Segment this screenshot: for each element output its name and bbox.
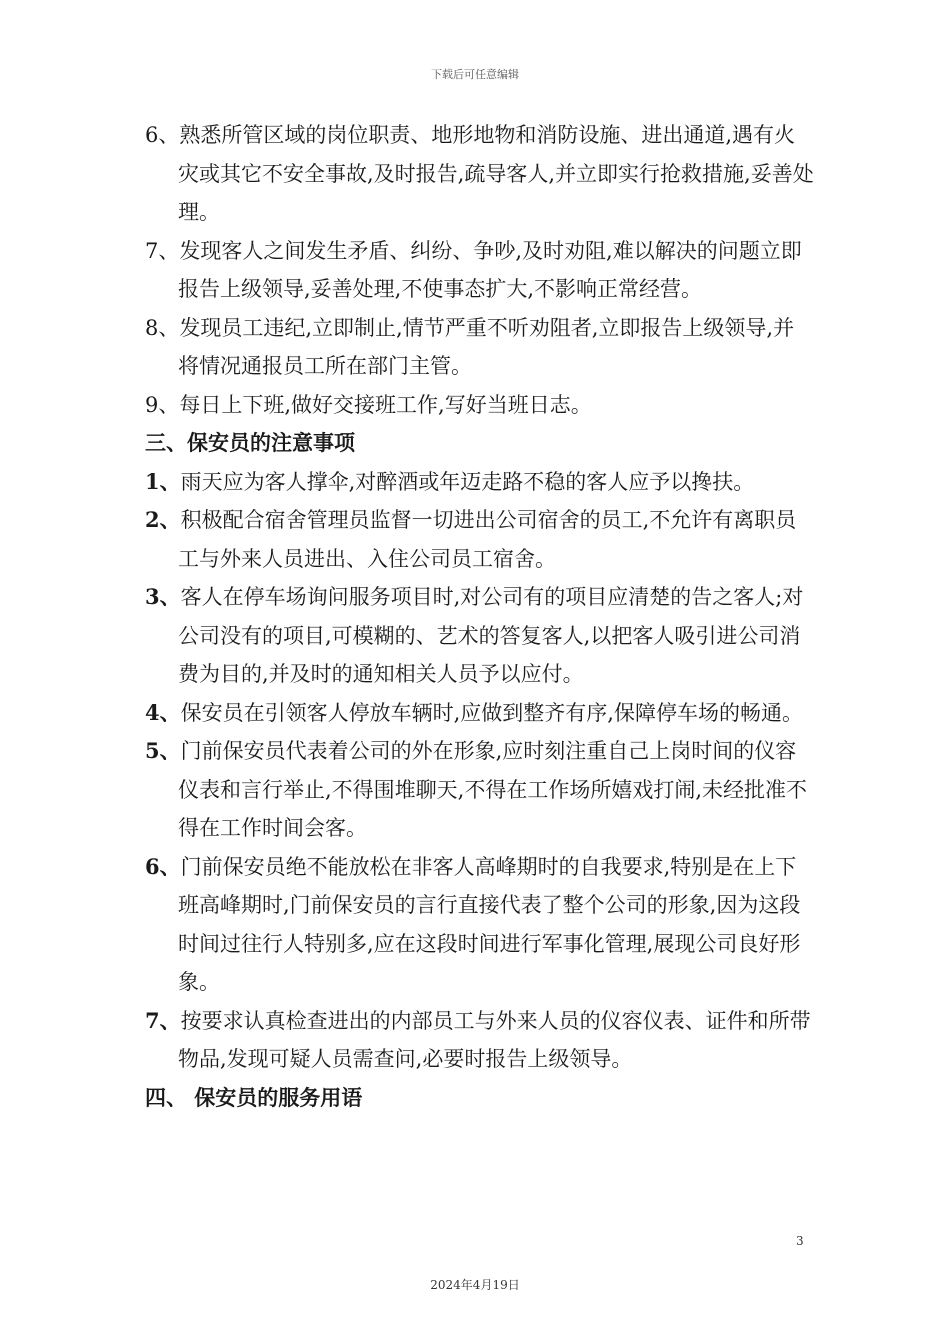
footer-date: 2024年4月19日 bbox=[430, 1278, 520, 1292]
item-number: 7、 bbox=[145, 1007, 181, 1033]
item-number: 5、 bbox=[145, 738, 181, 763]
item-number: 6、 bbox=[145, 123, 180, 147]
list-item bbox=[145, 463, 815, 502]
item-number: 9、 bbox=[145, 392, 180, 417]
item-text: 熟悉所管区域的岗位职责、地形地物和消防设施、进出通道,遇有火灾或其它不安全事故,及时报告,疏导客人,并立即实行抢救措施,妥善处理。 bbox=[178, 123, 814, 224]
list-item bbox=[145, 732, 815, 848]
item-number: 8、 bbox=[145, 315, 180, 340]
page-number: 3 bbox=[796, 1234, 804, 1248]
item-number: 2、 bbox=[145, 507, 181, 532]
item-text: 雨天应为客人撑伞,对醉酒或年迈走路不稳的客人应予以搀扶。 bbox=[180, 469, 755, 494]
item-text: 积极配合宿舍管理员监督一切进出公司宿舍的员工,不允许有离职员工与外来人员进出、入住公司员工宿舍。 bbox=[178, 508, 797, 571]
list-item bbox=[145, 1002, 815, 1079]
item-text: 每日上下班,做好交接班工作,写好当班日志。 bbox=[179, 392, 592, 417]
item-text: 门前保安员绝不能放松在非客人高峰期时的自我要求,特别是在上下班高峰期时,门前保安员的言行直接代表了整个公司的形象,因为这段时间过往行人特别多,应在这段时间进行军事化管理,展现公司良好形象。 bbox=[178, 854, 801, 994]
list-item bbox=[145, 309, 815, 386]
list-item bbox=[145, 116, 815, 232]
list-item bbox=[145, 694, 815, 733]
item-number: 4、 bbox=[145, 699, 181, 725]
item-text: 发现客人之间发生矛盾、纠纷、争吵,及时劝阻,难以解决的问题立即报告上级领导,妥善处理,不使事态扩大,不影响正常经营。 bbox=[178, 238, 802, 301]
item-text: 门前保安员代表着公司的外在形象,应时刻注重自己上岗时间的仪容仪表和言行举止,不得围堆聊天,不得在工作场所嬉戏打闹,未经批准不得在工作时间会客。 bbox=[178, 739, 808, 840]
item-text: 按要求认真检查进出的内部员工与外来人员的仪容仪表、证件和所带物品,发现可疑人员需查问,必要时报告上级领导。 bbox=[178, 1008, 811, 1071]
item-number: 3、 bbox=[145, 584, 181, 609]
item-number: 1、 bbox=[145, 468, 181, 494]
section-heading: 四、 保安员的服务用语 bbox=[145, 1084, 363, 1110]
item-number: 7、 bbox=[145, 238, 180, 263]
page-header: 下载后可任意编辑 bbox=[431, 68, 519, 81]
item-number: 6、 bbox=[145, 853, 181, 879]
list-item bbox=[145, 578, 815, 694]
section-heading: 三、保安员的注意事项 bbox=[145, 430, 355, 455]
list-item bbox=[145, 501, 815, 578]
document-body bbox=[145, 116, 815, 1117]
item-text: 发现员工违纪,立即制止,情节严重不听劝阻者,立即报告上级领导,并将情况通报员工所在部门主管。 bbox=[178, 315, 795, 378]
list-item bbox=[145, 848, 815, 1002]
item-text: 保安员在引领客人停放车辆时,应做到整齐有序,保障停车场的畅通。 bbox=[180, 700, 803, 725]
item-text: 客人在停车场询问服务项目时,对公司有的项目应清楚的告之客人;对公司没有的项目,可模糊的、艺术的答复客人,以把客人吸引进公司消费为目的,并及时的通知相关人员予以应付。 bbox=[178, 585, 804, 686]
list-item bbox=[145, 386, 815, 425]
list-item bbox=[145, 232, 815, 309]
